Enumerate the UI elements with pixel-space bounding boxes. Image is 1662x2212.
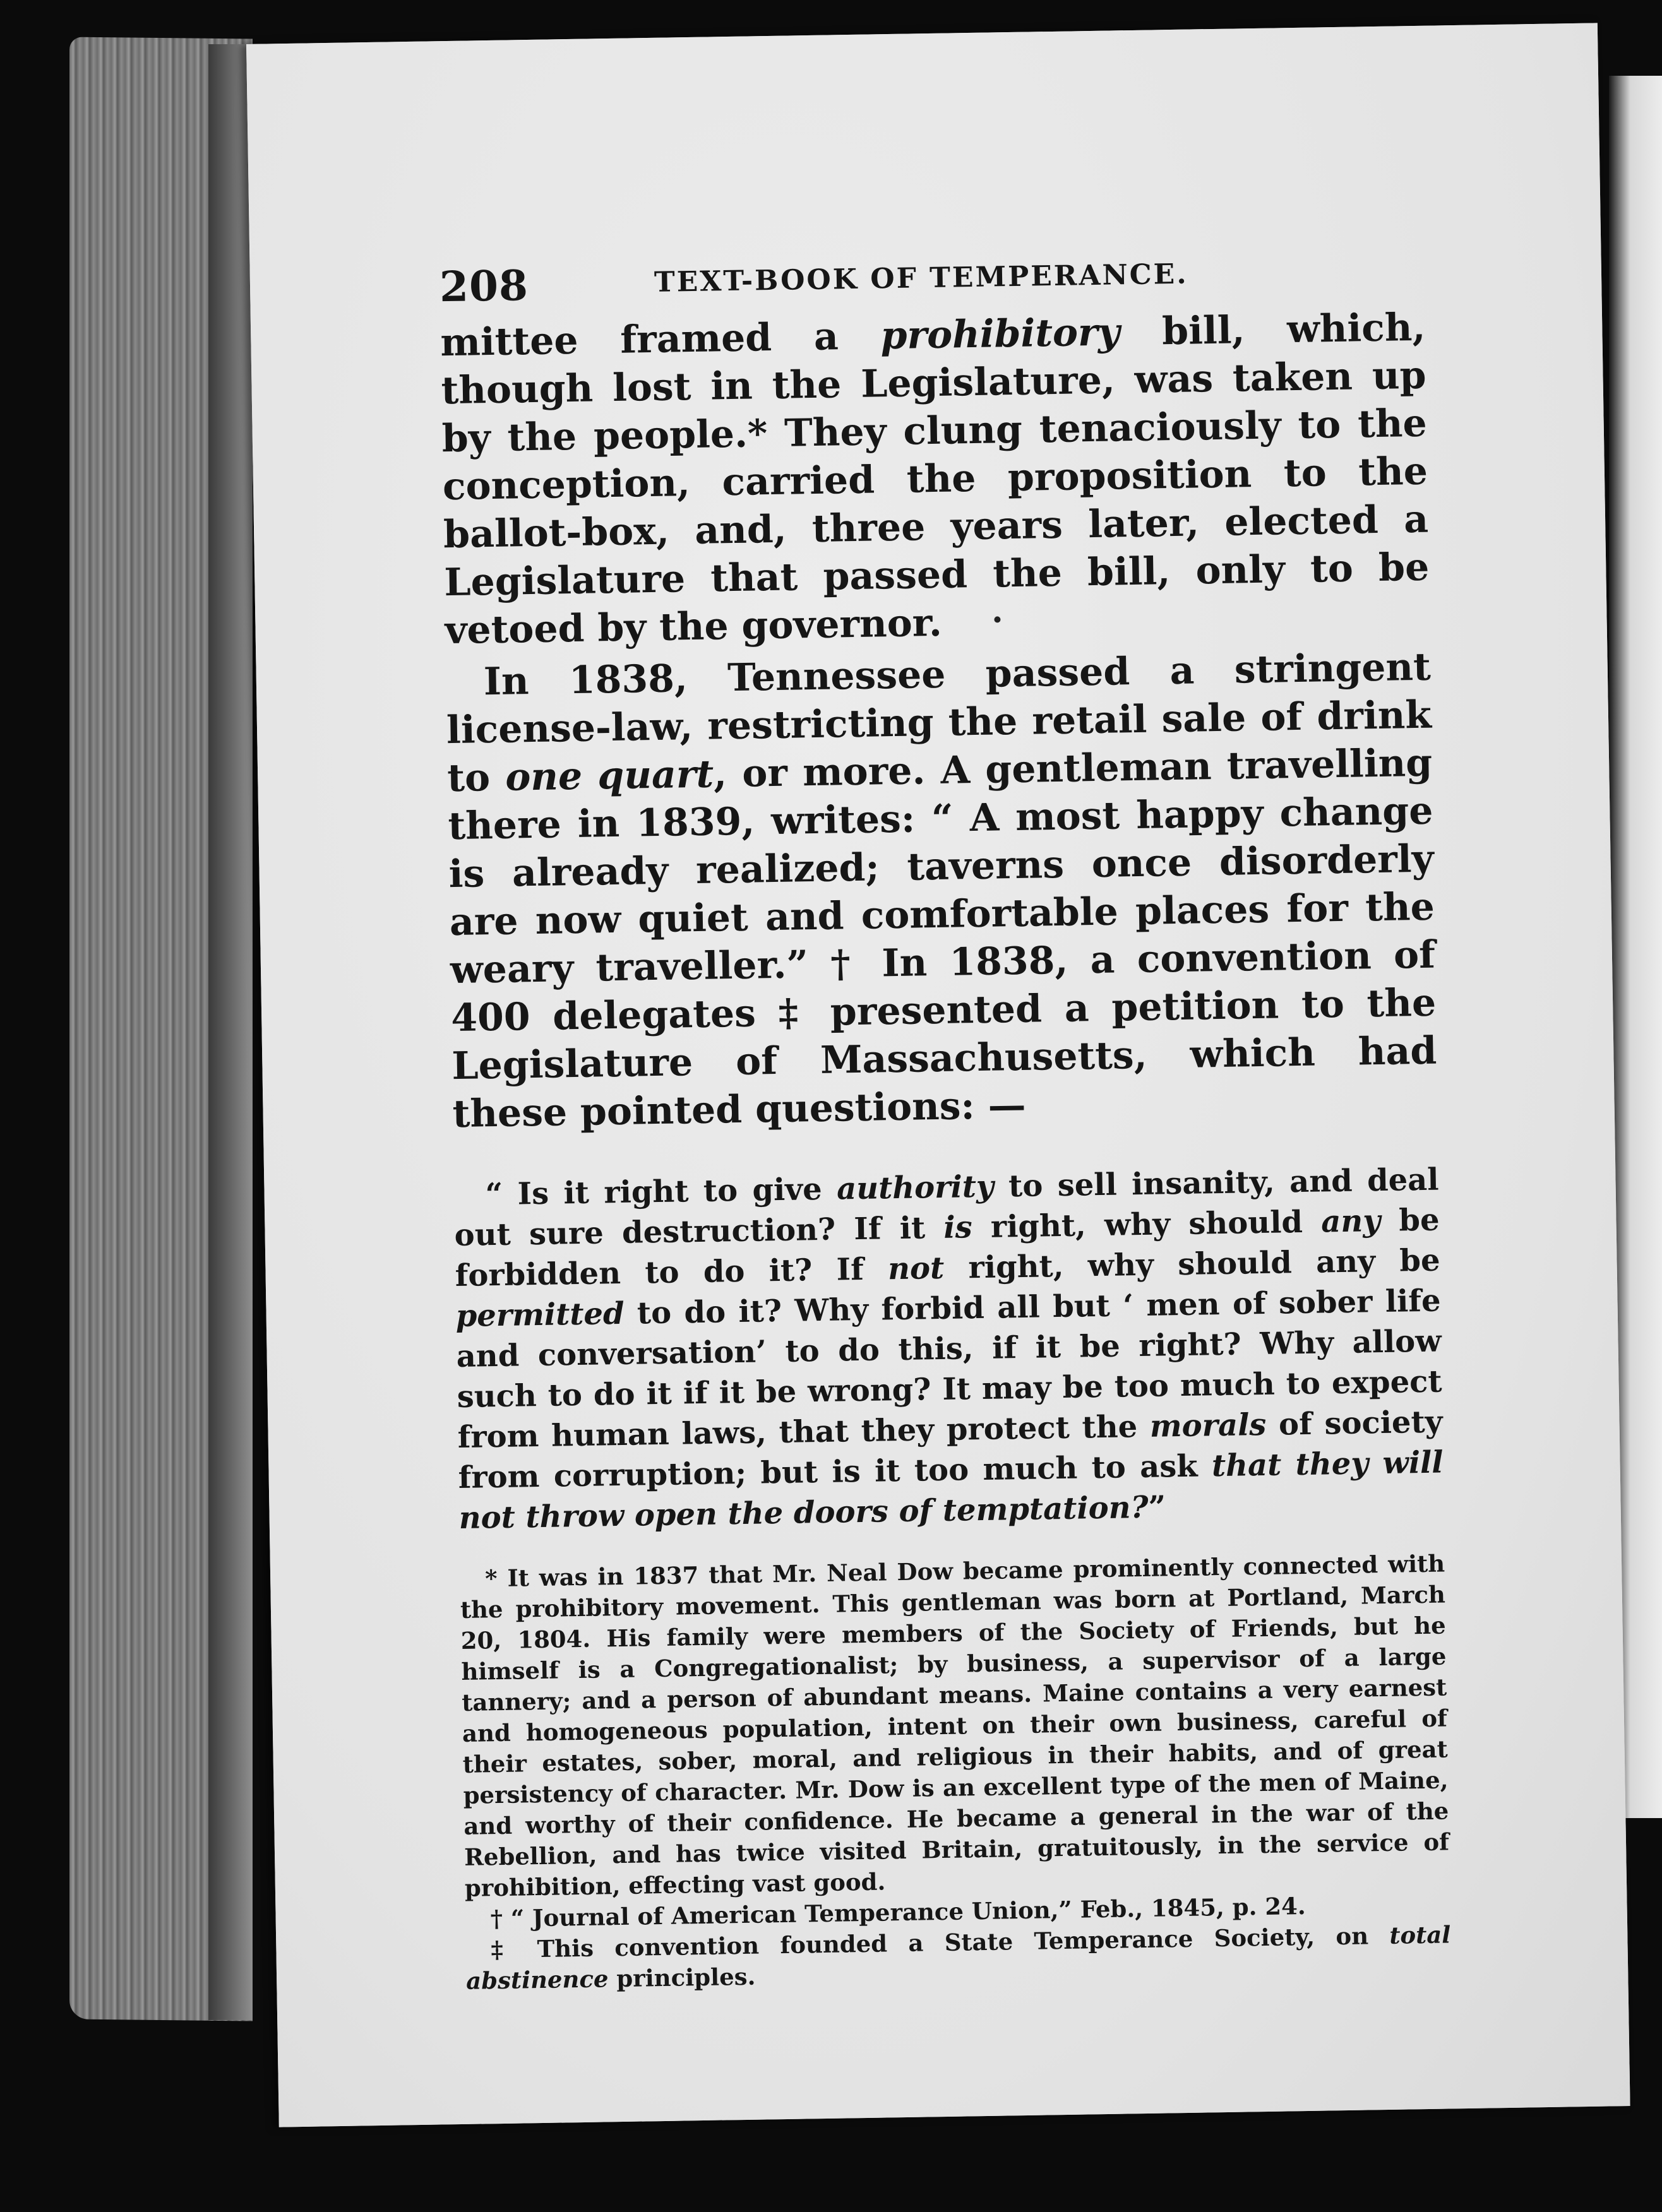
text-run: to sell insanity, and deal out sure destruction? If it <box>454 1162 1439 1254</box>
text-run: bill, which, though lost in the Legislature, was taken up by the people.* They clung tenaciously to the conception, carried the proposition to the ballot-box, and, three years later, elected a Legislature that passed the bill, only to be vetoed by the governor. <box>441 305 1430 653</box>
text-run: In 1838, Tennessee passed a stringent license-law, restricting the retail sale of drink to <box>446 645 1432 801</box>
paragraph-1 <box>440 304 1430 655</box>
text-run: of society from corruption; but is it too much to ask <box>458 1404 1443 1496</box>
footnote-star: * It was in 1837 that Mr. Neal Dow became prominently connected with the prohibitory movement. This gentleman was born at Portland, March 20, 1804. His family were members of the Society of Friends, but he himself is a Congregationalist; by business, a supervisor of a large tannery; and a person of abundant means. Maine contains a very earnest and homogeneous population, intent on their own business, careful of their estates, sober, moral, and religious in their habits, and of great persistency of character. Mr. Dow is an excellent type of the men of Maine, and worthy of their confidence. He became a general in the war of the Rebellion, and has twice visited Britain, gratuitously, in the service of prohibition, effecting vast good. <box>460 1549 1450 1902</box>
italic-run: morals <box>1149 1406 1267 1444</box>
footnotes <box>460 1548 1452 1996</box>
italic-run: prohibitory <box>880 310 1121 359</box>
text-run: “ Is it right to give <box>485 1171 837 1213</box>
text-run: ” <box>1148 1489 1166 1525</box>
page-content <box>439 247 1451 1997</box>
book-page-edge-shadow <box>208 44 253 2020</box>
text-run: principles. <box>608 1962 756 1993</box>
paragraph-2 <box>445 643 1438 1138</box>
text-run: to do it? Why forbid all but ‘ men of sober life and conversation’ to do this, if it be right? Why allow such to do it if it be wrong? It may be too much to expect from human laws, that they protect the <box>456 1283 1442 1456</box>
running-head: TEXT-BOOK OF TEMPERANCE. <box>654 258 1188 299</box>
page-number: 208 <box>439 261 529 312</box>
text-run: right, why should any be <box>943 1242 1440 1286</box>
italic-run: permitted <box>455 1295 625 1335</box>
italic-run: that they will not throw open the doors of temptation? <box>458 1444 1444 1536</box>
italic-run: is <box>943 1210 973 1246</box>
italic-run: not <box>887 1250 945 1287</box>
book-page <box>246 23 1630 2127</box>
body-text <box>440 304 1438 1138</box>
italic-run: one quart <box>505 752 714 800</box>
text-run: mittee framed a <box>439 314 882 366</box>
text-run: ‡ This convention founded a State Temperance Society, on <box>491 1921 1390 1964</box>
text-run: , or more. A gentleman travelling there in 1839, writes: “ A most happy change is already realized; taverns once disorderly are now quiet and comfortable places for the weary traveller.” † In 1838, a convention of 400 delegates ‡ presented a petition to the Legislature of Massachusetts, which had these pointed questions: — <box>447 740 1437 1137</box>
italic-run: total abstinence <box>465 1920 1451 1995</box>
block-quote <box>453 1160 1444 1538</box>
text-run: right, why should <box>972 1204 1322 1246</box>
italic-run: any <box>1320 1203 1381 1240</box>
italic-run: authority <box>836 1168 995 1207</box>
text-run: be forbidden to do it? If <box>455 1202 1440 1294</box>
footnote-dagger: † “ Journal of American Temperance Union,” Feb., 1845, p. 24. <box>490 1892 1306 1933</box>
